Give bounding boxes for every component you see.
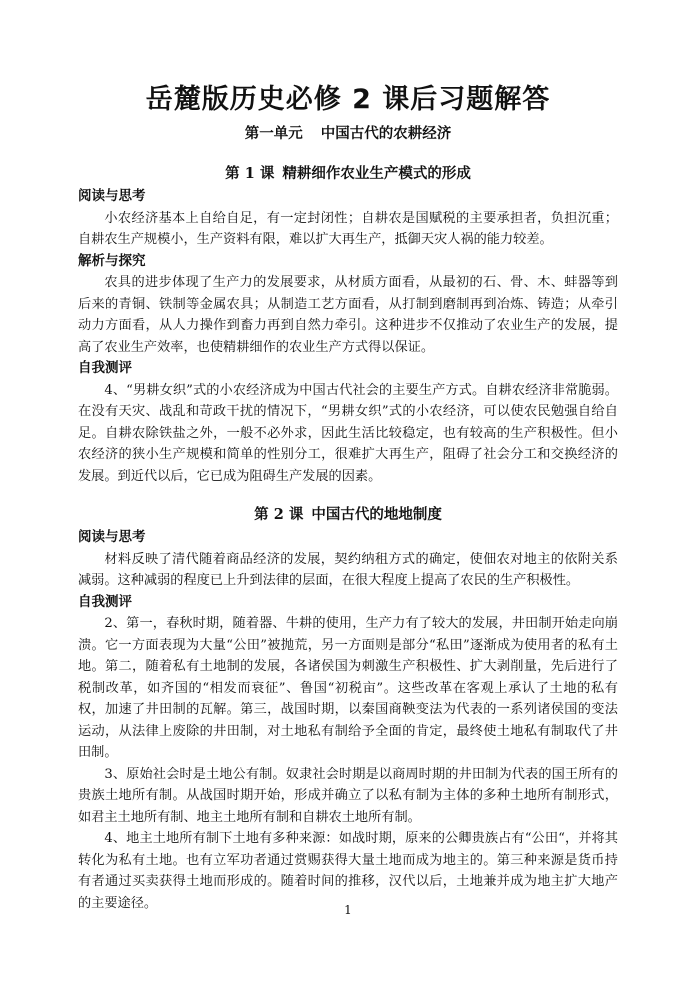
lesson-2-reading-answer: 材料反映了清代随着商品经济的发展，契约纳租方式的确定，使佃农对地主的依附关系减弱。这种减弱的程度已上升到法律的层面，在很大程度上提高了农民的生产积极性。 — [78, 551, 618, 588]
lesson-2-heading — [78, 503, 618, 527]
unit-heading — [78, 122, 618, 146]
unit-label: 第一单元 — [244, 125, 303, 142]
lesson-2-self-test-answer-4: 4、地主土地所有制下土地有多种来源：如战时期，原来的公卿贵族占有“公田“，并将其转化为私有土地。也有立军功者通过赏赐获得大量土地而成为地主的。第三种来源是货币持有者通过买卖获得土地而形成的。随着时间的推移，汉代以后，土地兼并成为地主扩大地产的主要途径。 — [78, 831, 618, 911]
unit-name: 中国古代的农耕经济 — [320, 125, 452, 142]
lesson-1-section-self-test: 自我测评 — [78, 360, 132, 376]
lesson-2-section-self-test: 自我测评 — [78, 593, 132, 610]
lesson-2-section-reading: 阅读与思考 — [78, 529, 146, 545]
lesson-2-label: 第 2 课 — [254, 506, 304, 523]
lesson-2-name: 中国古代的地地制度 — [311, 506, 442, 523]
lesson-1-analysis-answer: 农具的进步体现了生产力的发展要求，从材质方面看，从最初的石、骨、木、蚌器等到后来的青铜、铁制等金属农具；从制造工艺方面看，从打制到磨制再到冶炼、铸造；从牵引动力方面看，从人力操作到畜力再到自然力牵引。这种进步不仅推动了农业生产的发展，提高了农业生产效率，也使精耕细作的农业生产方式得以保证。 — [78, 275, 618, 355]
lesson-1-reading-answer: 小农经济基本上自给自足，有一定封闭性；自耕农是国赋税的主要承担者，负担沉重；自耕农生产规模小，生产资料有限，难以扩大再生产，抵御天灾人祸的能力较差。 — [78, 210, 618, 247]
lesson-1-section-analysis: 解析与探究 — [78, 252, 146, 269]
lesson-1-name: 精耕细作农业生产模式的形成 — [282, 165, 471, 182]
lesson-1-section-reading: 阅读与思考 — [78, 188, 146, 204]
lesson-1-self-test-answer-4: 4、“男耕女织”式的小农经济成为中国古代社会的主要生产方式。自耕农经济非常脆弱。在没有天灾、战乱和苛政干扰的情况下，“男耕女织”式的小农经济，可以使农民勉强自给自足。自耕农除铁盐之外，一般不必外求，因此生活比较稳定，也有较高的生产积极性。但小农经济的狭小生产规模和简单的性别分工，很难扩大再生产，阻碍了社会分工和交换经济的发展。到近代以后，它已成为阻碍生产发展的因素。 — [78, 382, 618, 484]
document-title: 岳麓版历史必修 2 课后习题解答 — [145, 84, 551, 115]
lesson-2-self-test-answer-2: 2、第一，春秋时期，随着器、牛耕的使用，生产力有了较大的发展，井田制开始走向崩溃。它一方面表现为大量“公田”被抛荒，另一方面则是部分“私田”逐渐成为使用者的私有土地。第二，随着私有土地制的发展，各诸侯国为刺激生产积极性、扩大剥削量，先后进行了税制改革，如齐国的“相发而衰征”、鲁国“初税亩”。这些改革在客观上承认了土地的私有权，加速了井田制的瓦解。第三，战国时期，以秦国商鞅变法为代表的一系列诸侯国的变法运动，从法律上废除的井田制，对土地私有制给予全面的肯定，最终使土地私有制取代了井田制。 — [78, 616, 618, 760]
lesson-1-heading — [78, 162, 618, 186]
page-number: 1 — [344, 903, 352, 917]
lesson-2-self-test-answer-3: 3、原始社会时是土地公有制。奴隶社会时期是以商周时期的井田制为代表的国王所有的贵族土地所有制。从战国时期开始，形成并确立了以私有制为主体的多种土地所有制形式，如君主土地所有制、地主土地所有制和自耕农土地所有制。 — [78, 766, 618, 825]
lesson-1-label: 第 1 课 — [225, 165, 275, 182]
